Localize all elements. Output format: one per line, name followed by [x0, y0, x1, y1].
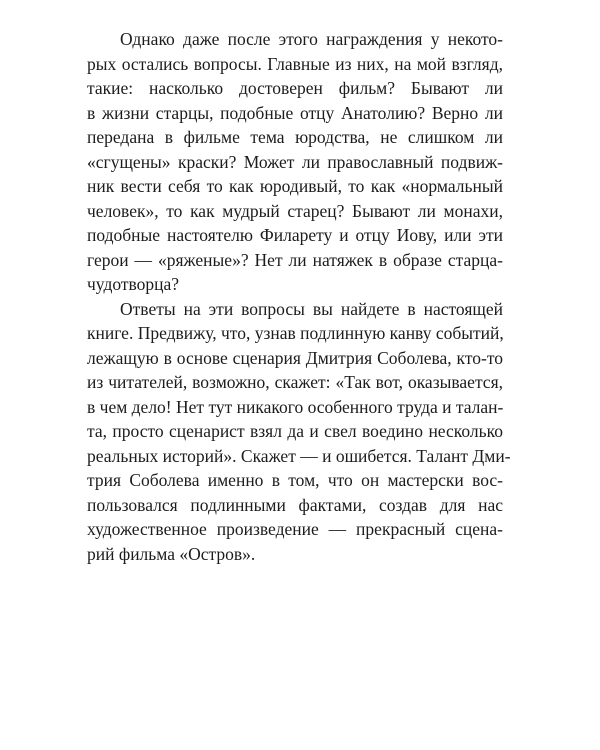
text-line: человек», то как мудрый старец? Бывают ли монахи,	[87, 200, 503, 221]
text-line: лежащую в основе сценария Дмитрия Соболева, кто-то	[87, 347, 503, 368]
text-line: трия Соболева именно в том, что он мастерски вос-	[87, 470, 503, 490]
text-line: художественное произведение — прекрасный сцена-	[87, 519, 503, 539]
text-line: Ответы на эти вопросы вы найдете в настоящей	[120, 298, 503, 319]
text-line: из читателей, возможно, скажет: «Так вот, оказывается,	[87, 372, 503, 392]
text-line: герои — «ряженые»? Нет ли натяжек в образе старца-	[87, 249, 503, 270]
text-line: реальных историй». Скажет — и ошибется. Талант Дми-	[87, 445, 511, 466]
text-line: в чем дело! Нет тут никакого особенного труда и талан-	[87, 396, 504, 417]
text-line: рий фильма «Остров».	[87, 543, 256, 564]
paragraph-1	[87, 27, 503, 297]
text-line: ник вести себя то как юродивый, то как «нормальный	[87, 176, 503, 196]
paragraph-2	[87, 297, 511, 567]
text-line: передана в фильме тема юродства, не слишком ли	[87, 127, 503, 147]
body-text	[87, 27, 511, 566]
text-line: чудотворца?	[87, 274, 180, 294]
text-line: такие: насколько достоверен фильм? Бывают ли	[87, 78, 503, 98]
text-line: та, просто сценарист взял да и свел воедино несколько	[87, 421, 503, 441]
text-line: «сгущены» краски? Может ли православный подвиж-	[87, 151, 503, 172]
text-line: рых остались вопросы. Главные из них, на мой взгляд,	[87, 53, 503, 74]
text-line: Однако даже после этого награждения у некото-	[120, 29, 503, 49]
text-line: подобные настоятелю Филарету и отцу Иову, или эти	[87, 225, 503, 245]
text-line: пользовался подлинными фактами, создав для нас	[87, 494, 503, 515]
text-line: в жизни старцы, подобные отцу Анатолию? Верно ли	[87, 102, 503, 123]
text-line: книге. Предвижу, что, узнав подлинную канву событий,	[87, 323, 504, 343]
